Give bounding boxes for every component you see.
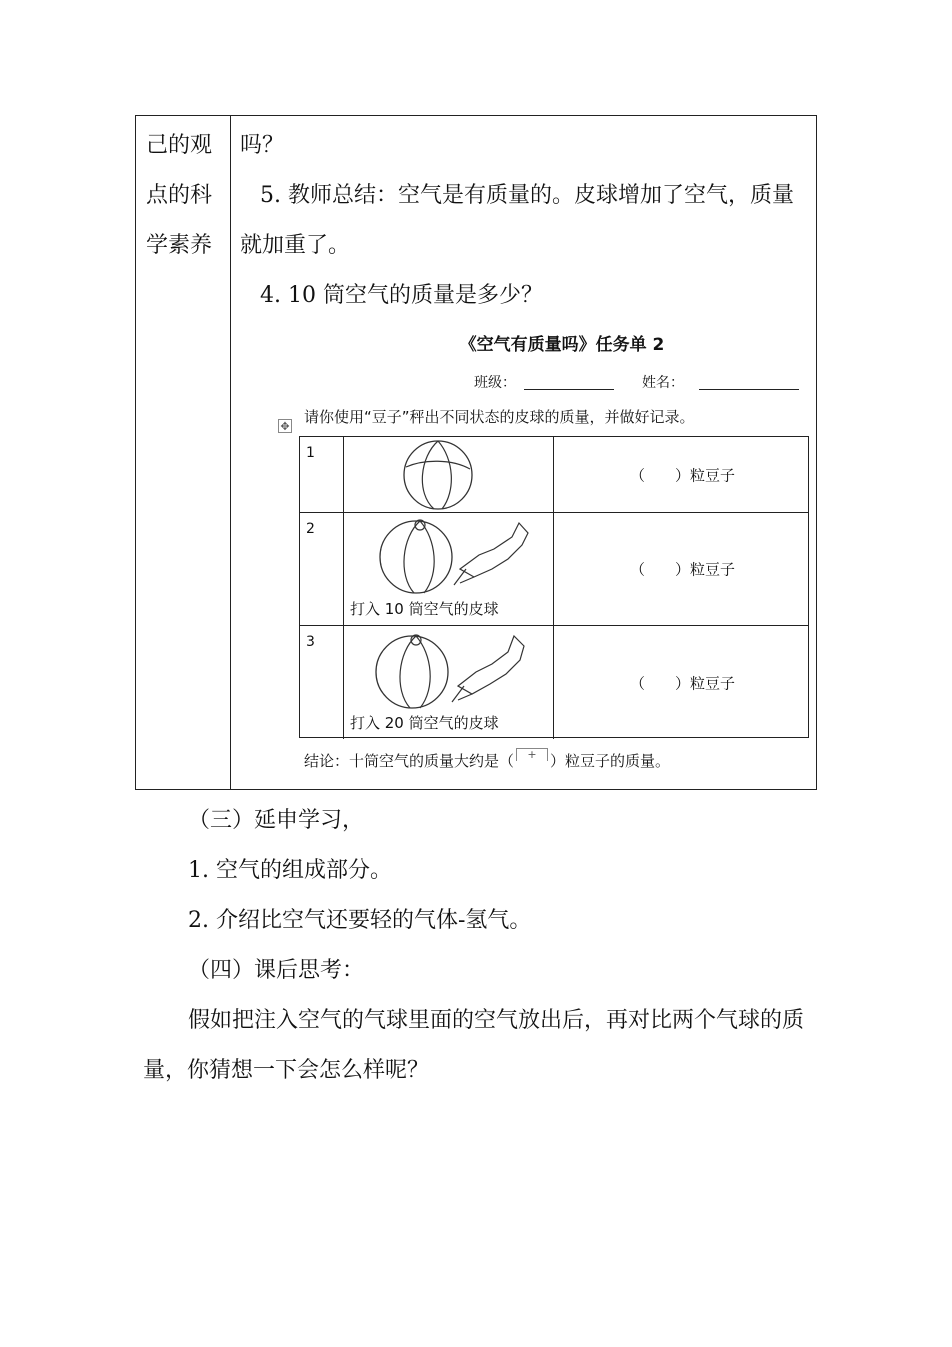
row-number: 3	[300, 626, 344, 739]
row-caption: 打入 10 筒空气的皮球	[350, 600, 499, 618]
lesson-table	[135, 115, 817, 790]
table-row	[300, 513, 808, 626]
body-paragraph: 2. 介绍比空气还要轻的气体-氢气。	[188, 908, 532, 933]
left-column-line: 点的科	[146, 183, 213, 208]
answer-blank[interactable]: （ ）粒豆子	[630, 466, 736, 484]
row-number: 1	[300, 437, 344, 512]
row-number: 2	[300, 513, 344, 625]
body-paragraph: 假如把注入空气的气球里面的空气放出后，再对比两个气球的质	[188, 1008, 805, 1033]
class-label: 班级：	[474, 375, 516, 391]
table-row	[300, 437, 808, 513]
worksheet-image	[232, 116, 816, 789]
name-blank	[699, 389, 799, 390]
left-column-line: 己的观	[146, 133, 213, 158]
worksheet-conclusion	[304, 748, 670, 771]
answer-blank[interactable]: （ ）粒豆子	[630, 674, 736, 692]
answer-blank[interactable]: （ ）粒豆子	[630, 560, 736, 579]
conclusion-suffix: ）粒豆子的质量。	[550, 752, 671, 770]
section-heading: （四）课后思考：	[188, 958, 365, 983]
add-row-icon[interactable]: +	[516, 748, 548, 761]
teacher-summary-line: 5. 教师总结：空气是有质量的。皮球增加了空气，质量	[260, 183, 794, 208]
worksheet-title: 《空气有质量吗》任务单 2	[459, 335, 665, 355]
answer-cell	[554, 437, 808, 512]
answer-cell	[554, 626, 808, 739]
question-line: 4. 10 筒空气的质量是多少？	[260, 283, 543, 308]
right-column-line: 吗？	[240, 133, 285, 158]
conclusion-prefix: 结论：十筒空气的质量大约是（	[304, 752, 515, 770]
ball-icon	[344, 437, 554, 513]
ball-and-pump-picture	[344, 513, 554, 625]
ball-picture	[344, 437, 554, 512]
table-row	[300, 626, 808, 739]
ball-and-pump-picture	[344, 626, 554, 739]
worksheet-instruction: 请你使用“豆子”秤出不同状态的皮球的质量，并做好记录。	[304, 408, 695, 426]
table-left-column	[136, 116, 231, 789]
right-column-line: 就加重了。	[240, 233, 351, 258]
body-paragraph: 1. 空气的组成部分。	[188, 858, 392, 883]
move-handle-icon[interactable]: ✥	[278, 419, 292, 433]
class-blank	[524, 389, 614, 390]
table-right-column	[232, 116, 816, 789]
name-label: 姓名：	[642, 375, 684, 391]
row-caption: 打入 20 筒空气的皮球	[350, 714, 499, 732]
section-heading: （三）延申学习，	[188, 808, 365, 833]
worksheet-grid	[299, 436, 809, 738]
left-column-line: 学素养	[146, 233, 213, 258]
body-paragraph: 量，你猜想一下会怎么样呢？	[143, 1058, 430, 1083]
answer-cell	[554, 513, 808, 625]
